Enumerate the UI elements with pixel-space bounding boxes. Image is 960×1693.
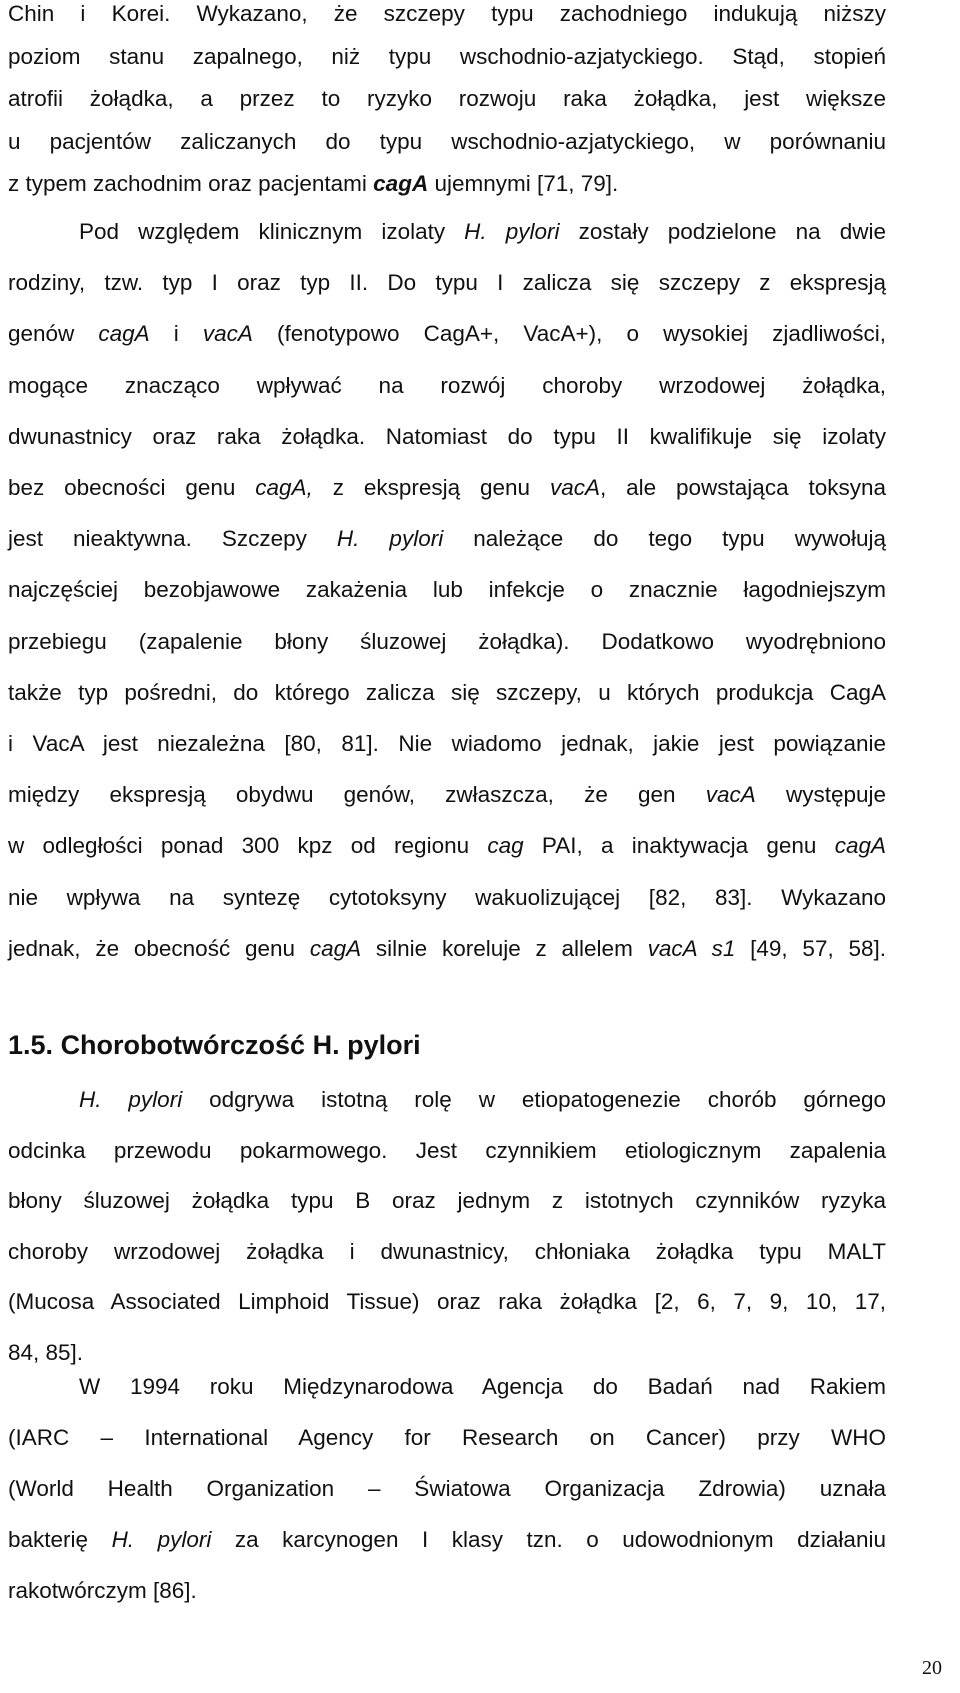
text-segment: między ekspresją obydwu genów, zwłaszcza, że gen [8,782,706,808]
emphasized-text: cagA, [255,475,313,500]
text-line [8,1339,886,1367]
text-line [8,525,886,553]
text-segment: genów [8,321,99,347]
emphasized-text: vacA [549,475,600,500]
text-line [8,0,886,28]
text-line [8,1187,886,1215]
text-line [8,576,886,604]
text-line [8,1577,886,1605]
text-segment: także typ pośredni, do którego zalicza się szczepy, u których produkcja CagA [8,679,886,705]
section-title [61,1030,421,1060]
text-line [8,1475,886,1503]
text-segment: bez obecności genu [8,475,256,500]
text-segment: , ale powstająca toksyna [599,475,887,500]
text-line [8,43,886,71]
emphasized-text: cagA [834,833,886,859]
emphasized-text: vacA [202,321,253,347]
text-segment: odcinka przewodu pokarmowego. Jest czynnikiem etiologicznym zapalenia [8,1137,886,1163]
text-line [8,884,886,912]
text-segment: i [149,321,203,347]
section-title-text: Chorobotwórczość [60,1030,313,1060]
text-segment: (Mucosa Associated Limphoid Tissue) oraz raka żołądka [2, 6, 7, 9, 10, 17, [8,1289,886,1315]
emphasized-text: cag [487,833,524,859]
text-segment: u pacjentów zaliczanych do typu wschodnio-azjatyckiego, w porównaniu [8,128,886,154]
emphasized-text: H. pylori [336,526,444,552]
text-line [8,320,886,348]
text-segment: rodziny, tzw. typ I oraz typ II. Do typu I zalicza się szczepy z ekspresją [8,270,886,296]
text-line [8,1137,886,1165]
text-segment: jest nieaktywna. Szczepy [8,526,337,552]
text-segment: mogące znacząco wpływać na rozwój choroby wrzodowej żołądka, [8,372,886,398]
text-segment: za karcynogen I klasy tzn. o udowodnionym działaniu [211,1527,886,1552]
text-segment: atrofii żołądka, a przez to ryzyko rozwoju raka żołądka, jest większe [8,86,886,111]
text-line [8,85,886,113]
section-title-species: H. pylori [312,1030,421,1060]
text-line [8,781,886,809]
text-segment: 84, 85]. [8,1340,84,1365]
text-line [8,1238,886,1266]
text-segment: bakterię [8,1527,112,1552]
text-line [79,1373,886,1401]
text-line [8,1424,886,1452]
text-line [8,1526,886,1554]
emphasized-text: H. pylori [464,219,560,244]
text-segment: silnie koreluje z allelem [361,935,648,961]
text-line [8,128,886,156]
text-line [8,474,886,502]
text-segment: dwunastnicy oraz raka żołądka. Natomiast do typu II kwalifikuje się izolaty [8,423,886,449]
text-segment: ujemnymi [71, 79]. [428,171,619,196]
emphasized-text: H. pylori [111,1527,212,1552]
text-line [8,170,886,198]
text-segment: (World Health Organization – Światowa Organizacja Zdrowia) uznała [8,1476,886,1501]
text-line [8,628,886,656]
text-line [8,269,886,297]
text-line [8,730,886,758]
text-segment: rakotwórczym [86]. [8,1578,197,1603]
text-line [79,1086,886,1114]
text-line [8,372,886,400]
text-segment: z typem zachodnim oraz pacjentami [8,171,374,196]
text-segment: (fenotypowo CagA+, VacA+), o wysokiej zjadliwości, [252,321,886,347]
text-segment: odgrywa istotną rolę w etiopatogenezie chorób górnego [182,1087,886,1112]
text-segment: błony śluzowej żołądka typu B oraz jednym z istotnych czynników ryzyka [8,1188,886,1214]
text-line [8,935,886,963]
text-segment: jednak, że obecność genu [8,935,310,961]
text-segment: najczęściej bezobjawowe zakażenia lub infekcje o znacznie łagodniejszym [8,577,886,603]
text-segment: W 1994 roku Międzynarodowa Agencja do Badań nad Rakiem [79,1374,886,1399]
text-line [8,679,886,707]
text-segment: (IARC – International Agency for Research on Cancer) przy WHO [8,1425,886,1450]
emphasized-text: cagA [98,321,150,347]
emphasized-text: H. pylori [79,1087,183,1112]
page-number: 20 [922,1657,942,1679]
text-line [79,218,886,246]
text-segment: nie wpływa na syntezę cytotoksyny wakuolizującej [82, 83]. Wykazano [8,884,886,910]
text-line [8,1288,886,1316]
section-heading [8,1027,421,1063]
text-segment: choroby wrzodowej żołądka i dwunastnicy, chłoniaka żołądka typu MALT [8,1238,886,1264]
text-segment: poziom stanu zapalnego, niż typu wschodnio-azjatyckiego. Stąd, stopień [8,43,886,69]
emphasized-text: vacA s1 [647,935,736,961]
text-segment: przebiegu (zapalenie błony śluzowej żołądka). Dodatkowo wyodrębniono [8,628,886,654]
text-segment: występuje [755,782,886,808]
section-number: 1.5. [8,1030,54,1060]
text-segment: PAI, a inaktywacja genu [523,833,835,859]
text-segment: zostały podzielone na dwie [559,219,886,244]
text-segment: Pod względem klinicznym izolaty [79,219,465,244]
text-segment: należące do tego typu wywołują [443,526,886,552]
text-segment: w odległości ponad 300 kpz od regionu [8,833,488,859]
text-segment: z ekspresją genu [312,475,550,500]
text-line [8,832,886,860]
emphasized-text: cagA [373,171,429,196]
text-line [8,423,886,451]
text-segment: [49, 57, 58]. [735,935,887,961]
text-segment: i VacA jest niezależna [80, 81]. Nie wiadomo jednak, jakie jest powiązanie [8,731,886,756]
text-segment: Chin i Korei. Wykazano, że szczepy typu zachodniego indukują niższy [8,1,886,26]
emphasized-text: vacA [705,782,756,808]
emphasized-text: cagA [309,935,362,961]
